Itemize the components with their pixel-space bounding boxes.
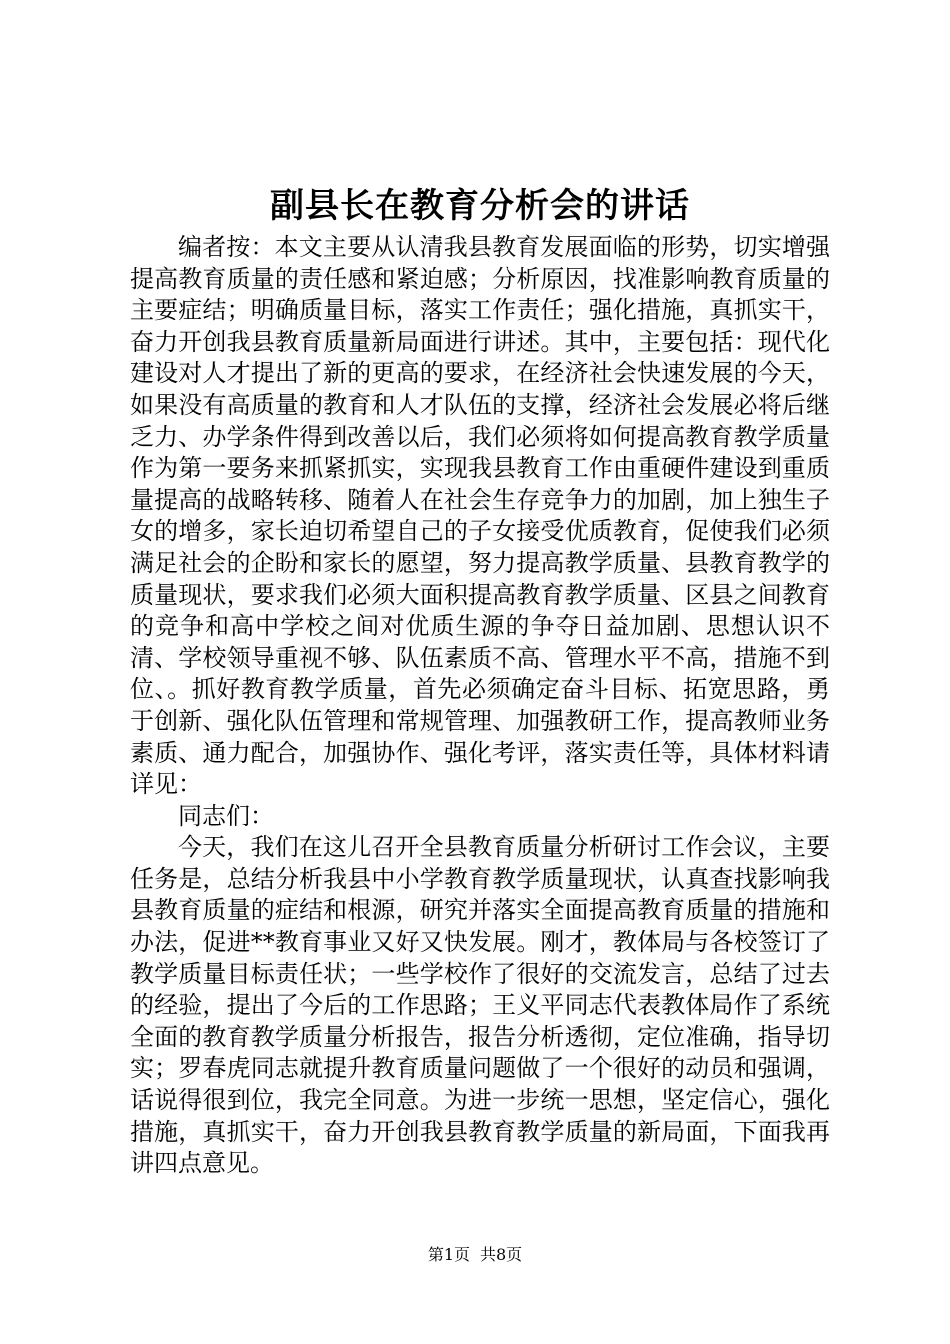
speech-opening-paragraph: 今天，我们在这儿召开全县教育质量分析研讨工作会议，主要任务是，总结分析我县中小学教育教学质量现状，认真查找影响我县教育质量的症结和根源，研究并落实全面提高教育质量的措施和办法，促进**教育事业又好又快发展。刚才，教体局与各校签订了教学质量目标责任状；一些学校作了很好的交流发言，总结了过去的经验，提出了今后的工作思路；王义平同志代表教体局作了系统全面的教育教学质量分析报告，报告分析透彻，定位准确，指导切实；罗春虎同志就提升教育质量问题做了一个很好的动员和强调，话说得很到位，我完全同意。为进一步统一思想，坚定信心，强化措施，真抓实干，奋力开创我县教育教学质量的新局面，下面我再讲四点意见。	[130, 833, 830, 1178]
document-title: 副县长在教育分析会的讲话	[270, 186, 690, 226]
salutation-paragraph: 同志们：	[178, 801, 274, 830]
page-footer	[0, 1243, 950, 1267]
page-number-current: 第1页	[427, 1245, 470, 1264]
document-body	[130, 232, 830, 1180]
page-number-total: 共8页	[480, 1245, 523, 1264]
editor-note-paragraph: 编者按：本文主要从认清我县教育发展面临的形势，切实增强提高教育质量的责任感和紧迫感；分析原因，找准影响教育质量的主要症结；明确质量目标，落实工作责任；强化措施，真抓实干，奋力开创我县教育质量新局面进行讲述。其中，主要包括：现代化建设对人才提出了新的更高的要求，在经济社会快速发展的今天，如果没有高质量的教育和人才队伍的支撑，经济社会发展必将后继乏力、办学条件得到改善以后，我们必须将如何提高教育教学质量作为第一要务来抓紧抓实，实现我县教育工作由重硬件建设到重质量提高的战略转移、随着人在社会生存竞争力的加剧，加上独生子女的增多，家长迫切希望自己的子女接受优质教育，促使我们必须满足社会的企盼和家长的愿望，努力提高教学质量、县教育教学的质量现状，要求我们必须大面积提高教育教学质量、区县之间教育的竞争和高中学校之间对优质生源的争夺日益加剧、思想认识不清、学校领导重视不够、队伍素质不高、管理水平不高，措施不到位、。抓好教育教学质量，首先必须确定奋斗目标、拓宽思路，勇于创新、强化队伍管理和常规管理、加强教研工作，提高教师业务素质、通力配合，加强协作、强化考评，落实责任等，具体材料请详见：	[130, 233, 830, 799]
